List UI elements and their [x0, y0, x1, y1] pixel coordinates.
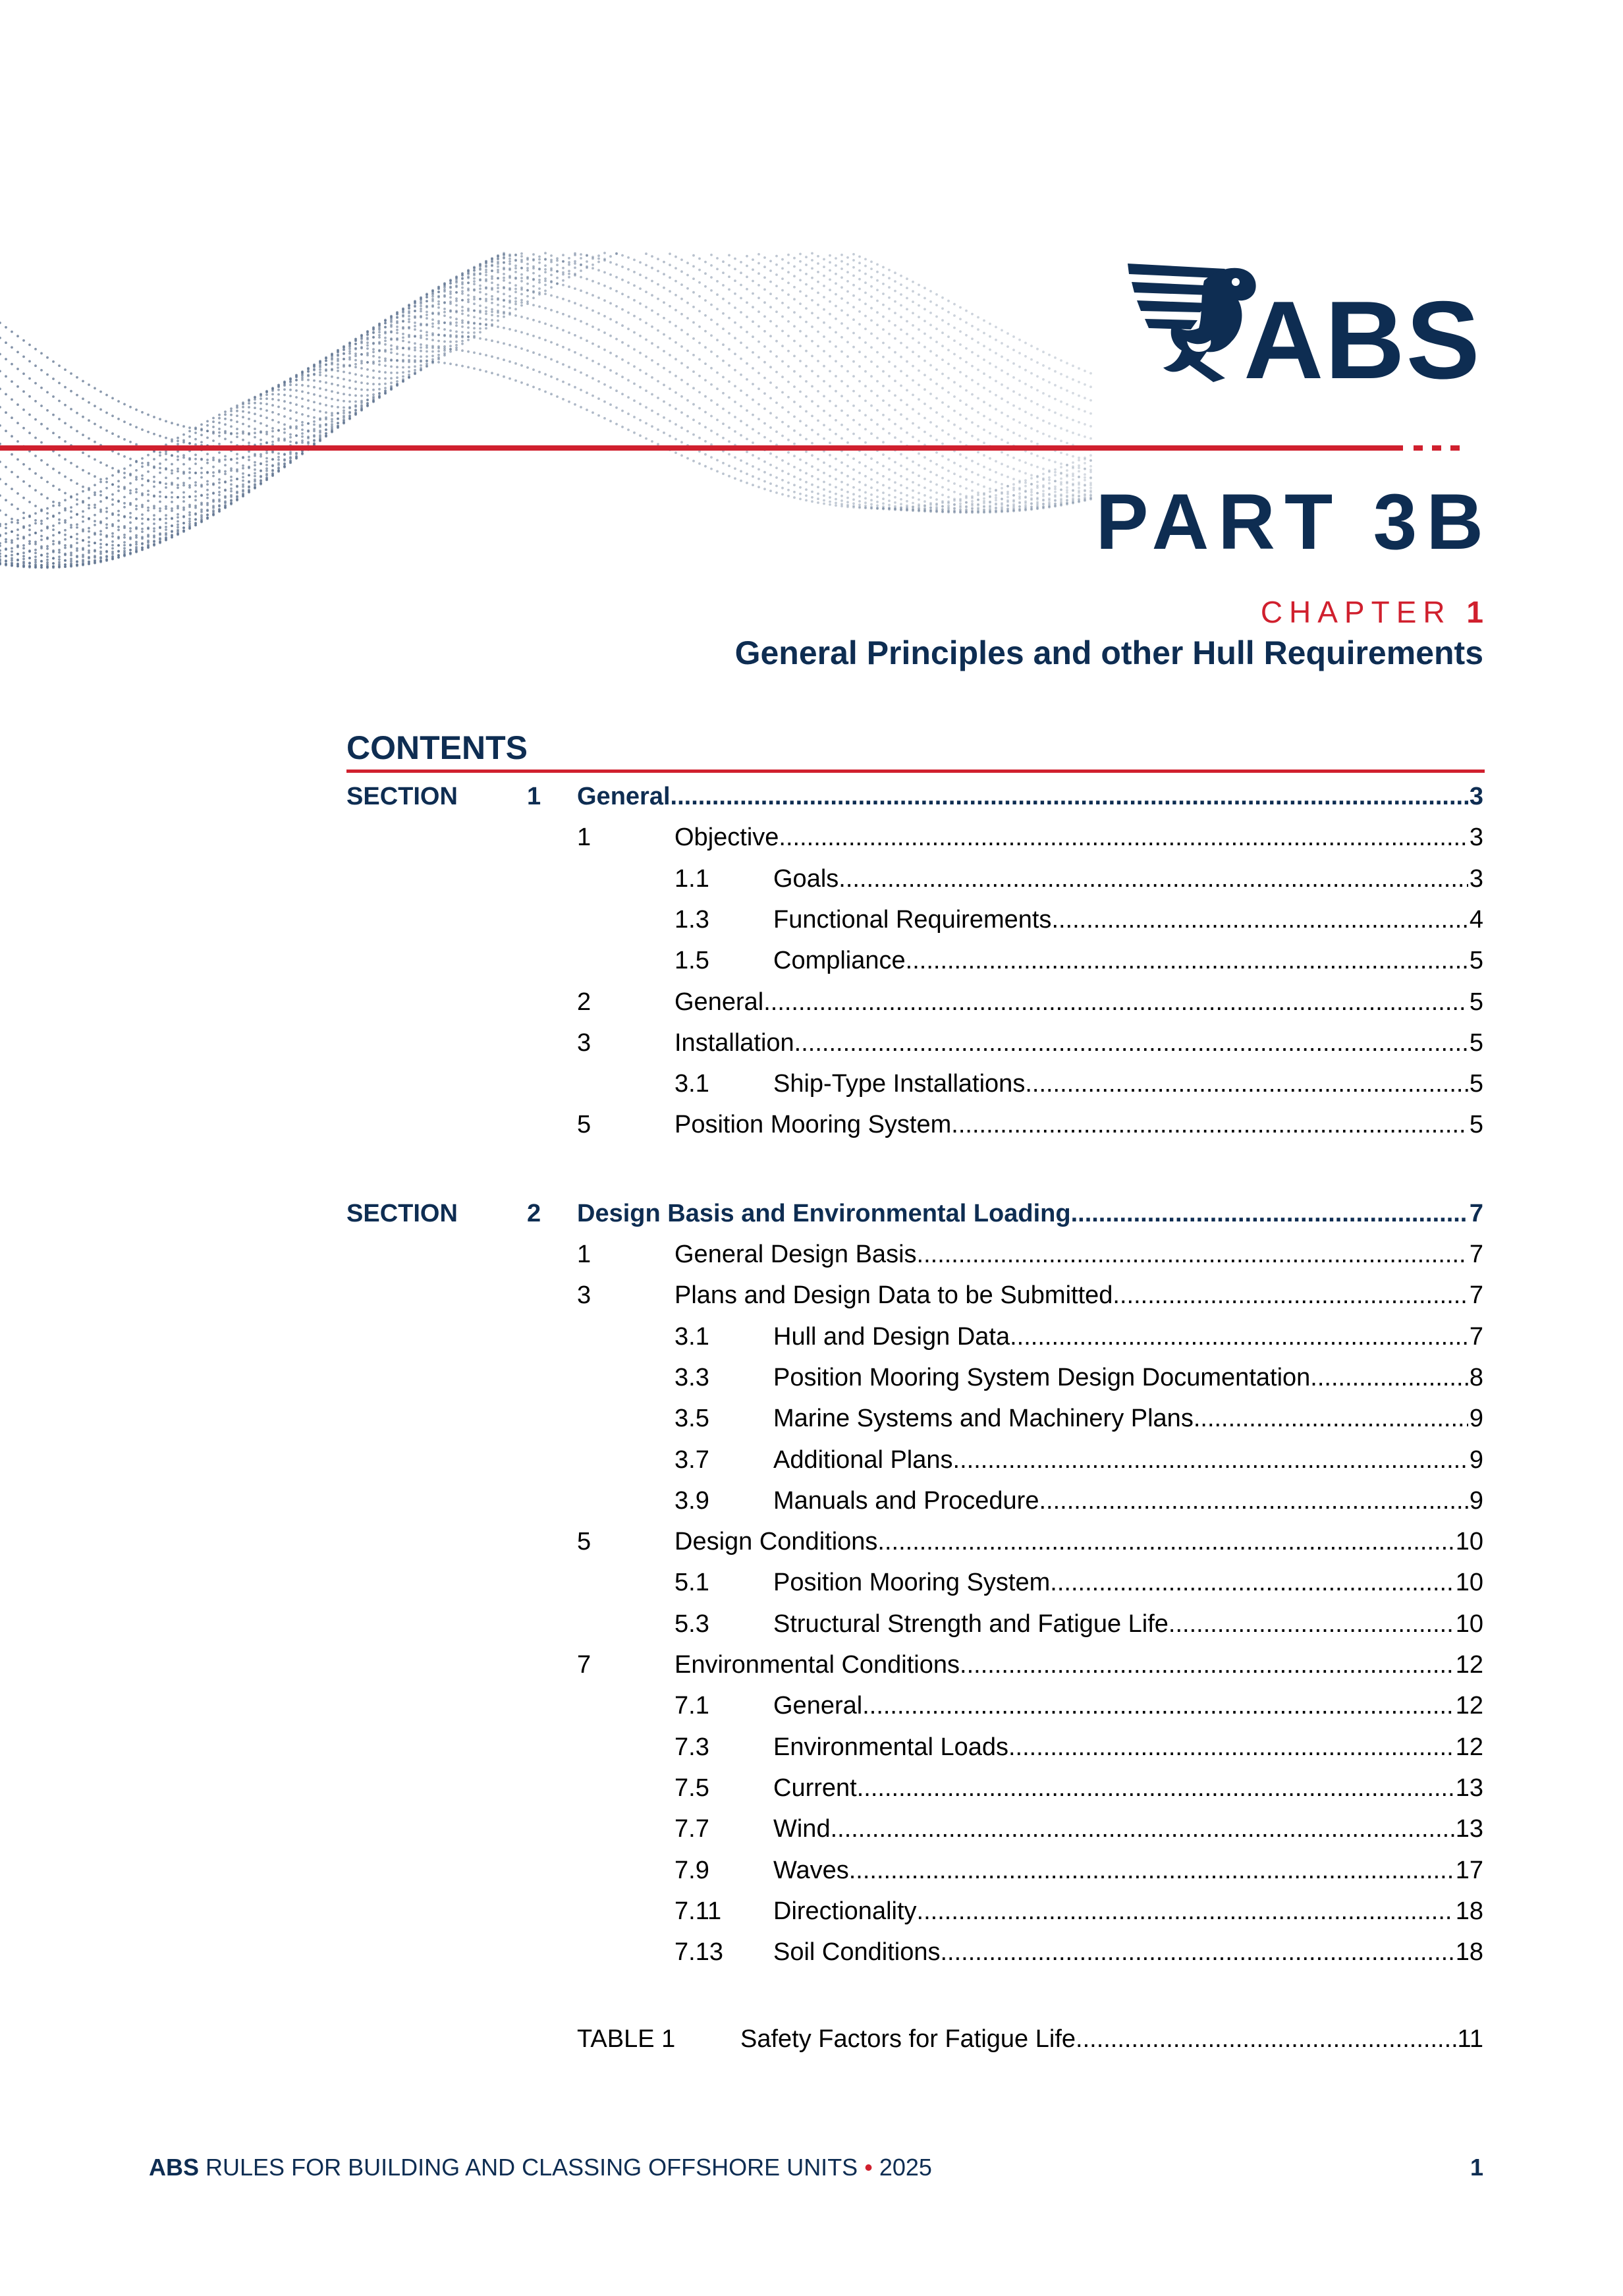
toc-entry-title: Safety Factors for Fatigue Life — [740, 2025, 1076, 2054]
toc-entry-row — [0, 1692, 1623, 1733]
toc-dot-leader — [839, 865, 1468, 893]
toc-leader-section[interactable] — [577, 1200, 1483, 1228]
toc-table-row — [0, 2025, 1623, 2066]
toc-entry-title: Environmental Loads — [773, 1733, 1008, 1761]
toc-page-number: 13 — [1455, 1815, 1483, 1843]
toc-page-number: 5 — [1469, 1070, 1483, 1098]
toc-section-row — [0, 783, 1623, 824]
toc-dot-leader — [1310, 1364, 1468, 1392]
toc-page-number: 12 — [1455, 1651, 1483, 1679]
header-red-dashes — [1414, 445, 1460, 451]
toc-dot-leader — [1169, 1610, 1454, 1638]
toc-leader-entry[interactable] — [773, 1897, 1483, 1926]
chapter-label — [1261, 597, 1483, 627]
toc-entry-number: 2 — [577, 988, 591, 1016]
toc-leader-entry[interactable] — [773, 1857, 1483, 1885]
toc-entry-number: 7.9 — [674, 1856, 709, 1884]
toc-leader-entry[interactable] — [773, 1364, 1483, 1392]
toc-entry-number: 7.5 — [674, 1774, 709, 1802]
toc-page-number: 18 — [1455, 1897, 1483, 1925]
toc-leader-entry[interactable] — [773, 1815, 1483, 1843]
toc-page-number: 18 — [1455, 1938, 1483, 1967]
toc-leader-entry[interactable] — [674, 988, 1483, 1017]
toc-leader-entry[interactable] — [674, 1281, 1483, 1310]
toc-section-number: 1 — [527, 783, 541, 810]
toc-entry-title: General Design Basis — [674, 1241, 917, 1268]
toc-entry-number: 5 — [577, 1111, 591, 1139]
toc-entry-title: General — [577, 783, 671, 810]
toc-entry-title: Current — [773, 1774, 857, 1802]
contents-heading: CONTENTS — [346, 729, 528, 766]
toc-entry-row — [0, 1733, 1623, 1774]
toc-entry-title: Position Mooring System Design Documentation — [773, 1363, 1311, 1391]
toc-dot-leader — [763, 988, 1468, 1017]
toc-dot-leader — [831, 1815, 1454, 1843]
toc-leader-entry[interactable] — [773, 947, 1483, 975]
toc-entry-title: Position Mooring System — [773, 1569, 1051, 1597]
toc-entry-number: 3.9 — [674, 1486, 709, 1515]
toc-dot-leader — [779, 824, 1468, 852]
toc-entry-row — [0, 988, 1623, 1029]
toc-entry-title: Hull and Design Data — [773, 1322, 1010, 1351]
header-red-rule — [0, 445, 1403, 451]
toc-leader-entry[interactable] — [773, 1569, 1483, 1597]
toc-entry-number: 5 — [577, 1528, 591, 1556]
toc-leader-entry[interactable] — [773, 1446, 1483, 1474]
toc-table-label: TABLE 1 — [577, 2025, 676, 2054]
toc-entry-number: 1.5 — [674, 947, 709, 975]
toc-entry-title: Marine Systems and Machinery Plans — [773, 1405, 1194, 1433]
toc-entry-number: 1 — [577, 824, 591, 852]
toc-leader-entry[interactable] — [773, 1487, 1483, 1515]
toc-leader-entry[interactable] — [773, 865, 1483, 893]
toc-entry-number: 3 — [577, 1028, 591, 1057]
toc-entry-number: 1.3 — [674, 905, 709, 934]
chapter-title: General Principles and other Hull Requirements — [734, 634, 1483, 671]
toc-entry-row — [0, 906, 1623, 947]
toc-page-number: 3 — [1469, 783, 1483, 810]
toc-page-number: 9 — [1469, 1445, 1483, 1474]
toc-leader-entry[interactable] — [773, 906, 1483, 934]
toc-entry-number: 3 — [577, 1281, 591, 1310]
toc-entry-number: 1 — [577, 1241, 591, 1268]
toc-page-number: 17 — [1455, 1856, 1483, 1884]
toc-entry-row — [0, 1774, 1623, 1815]
toc-entry-row — [0, 1446, 1623, 1487]
toc-page-number: 5 — [1469, 1028, 1483, 1057]
toc-entry-number: 7.11 — [674, 1897, 722, 1925]
toc-leader-entry[interactable] — [773, 1405, 1483, 1433]
toc-entry-number: 5.3 — [674, 1610, 709, 1638]
toc-entry-number: 7 — [577, 1651, 591, 1679]
footer-year: 2025 — [879, 2154, 932, 2181]
toc-section-label: SECTION — [346, 783, 458, 810]
toc-entry-row — [0, 1111, 1623, 1152]
toc-dot-leader — [940, 1938, 1454, 1967]
toc-page-number: 10 — [1455, 1610, 1483, 1638]
toc-page-number: 12 — [1455, 1733, 1483, 1761]
toc-entry-row — [0, 1569, 1623, 1610]
toc-entry-title: Manuals and Procedure — [773, 1486, 1039, 1515]
chapter-number: 1 — [1466, 595, 1483, 629]
toc-leader-entry[interactable] — [773, 1692, 1483, 1720]
toc-leader-entry[interactable] — [773, 1938, 1483, 1967]
toc-page-number: 5 — [1469, 947, 1483, 975]
toc-page-number: 7 — [1469, 1241, 1483, 1268]
toc-dot-leader — [1025, 1070, 1468, 1098]
toc-leader-entry[interactable] — [773, 1323, 1483, 1351]
toc-dot-leader — [794, 1029, 1468, 1057]
toc-entry-row — [0, 1281, 1623, 1322]
toc-leader-entry[interactable] — [674, 1029, 1483, 1057]
abs-logo-wordmark: ABS — [1244, 278, 1481, 402]
toc-page-number: 7 — [1469, 1281, 1483, 1310]
footer-bullet: • — [864, 2154, 873, 2181]
toc-page-number: 9 — [1469, 1486, 1483, 1515]
toc-section-row — [0, 1200, 1623, 1241]
toc-leader-entry[interactable] — [674, 1241, 1483, 1269]
toc-leader-entry[interactable] — [773, 1610, 1483, 1638]
toc-entry-number: 7.1 — [674, 1692, 709, 1720]
toc-dot-leader — [671, 783, 1468, 811]
toc-entry-number: 3.1 — [674, 1070, 709, 1098]
toc-entry-title: Directionality — [773, 1897, 917, 1925]
toc-page-number: 4 — [1469, 905, 1483, 934]
toc-page-number: 5 — [1469, 1111, 1483, 1139]
toc-entry-row — [0, 1323, 1623, 1364]
toc-dot-leader — [1194, 1405, 1468, 1433]
toc-entry-number: 3.7 — [674, 1445, 709, 1474]
toc-entry-title: Structural Strength and Fatigue Life — [773, 1610, 1169, 1638]
part-title: PART 3B — [1095, 478, 1493, 566]
toc-entry-row — [0, 1897, 1623, 1938]
toc-entry-title: Goals — [773, 864, 839, 893]
toc-dot-leader — [1113, 1281, 1468, 1310]
toc-entry-row — [0, 1364, 1623, 1405]
toc-dot-leader — [1051, 906, 1468, 934]
toc-entry-title: General — [674, 988, 764, 1016]
toc-entry-row — [0, 865, 1623, 906]
toc-page-number: 10 — [1455, 1528, 1483, 1556]
toc-entry-number: 7.3 — [674, 1733, 709, 1761]
footer-text: RULES FOR BUILDING AND CLASSING OFFSHORE UNITS — [206, 2154, 858, 2181]
toc-dot-leader — [1008, 1733, 1454, 1762]
toc-leader-section[interactable] — [577, 783, 1483, 811]
toc-page-number: 12 — [1455, 1692, 1483, 1720]
toc-dot-leader — [1071, 1200, 1468, 1228]
toc-entry-title: Plans and Design Data to be Submitted — [674, 1281, 1113, 1310]
toc-page-number: 7 — [1469, 1322, 1483, 1351]
toc-entry-number: 3.5 — [674, 1405, 709, 1433]
toc-entry-row — [0, 947, 1623, 988]
toc-entry-title: Functional Requirements — [773, 905, 1052, 934]
toc-leader-entry[interactable] — [773, 1733, 1483, 1762]
toc-dot-leader — [1076, 2025, 1456, 2054]
footer-page-number: 1 — [1470, 2154, 1483, 2181]
toc-page-number: 8 — [1469, 1363, 1483, 1391]
toc-dot-leader — [906, 947, 1468, 975]
toc-dot-leader — [849, 1857, 1454, 1885]
toc-entry-title: Position Mooring System — [674, 1111, 952, 1139]
toc-entry-title: Compliance — [773, 947, 906, 975]
toc-entry-title: Wind — [773, 1815, 831, 1843]
toc-dot-leader — [960, 1651, 1454, 1679]
toc-entry-number: 7.7 — [674, 1815, 709, 1843]
toc-leader-entry[interactable] — [773, 1070, 1483, 1098]
toc-entry-title: Design Basis and Environmental Loading — [577, 1199, 1071, 1227]
toc-entry-row — [0, 1241, 1623, 1281]
toc-entry-title: General — [773, 1692, 863, 1720]
toc-page-number: 3 — [1469, 824, 1483, 852]
toc-section-label: SECTION — [346, 1199, 458, 1227]
toc-leader-entry[interactable] — [674, 824, 1483, 852]
toc-dot-leader — [953, 1446, 1468, 1474]
toc-entry-title: Environmental Conditions — [674, 1651, 960, 1679]
toc-entry-title: Soil Conditions — [773, 1938, 941, 1967]
toc-leader-entry[interactable] — [773, 1774, 1483, 1803]
toc-entry-title: Additional Plans — [773, 1445, 953, 1474]
footer-brand: ABS — [149, 2154, 200, 2181]
chapter-word: CHAPTER — [1260, 595, 1452, 629]
toc-entry-number: 5.1 — [674, 1569, 709, 1597]
toc-dot-leader — [917, 1241, 1468, 1269]
toc-entry-row — [0, 824, 1623, 864]
toc-entry-title: Ship-Type Installations — [773, 1070, 1026, 1098]
toc-entry-row — [0, 1487, 1623, 1528]
toc-entry-row — [0, 1029, 1623, 1070]
toc-entry-number: 1.1 — [674, 864, 709, 893]
toc-dot-leader — [857, 1774, 1454, 1803]
toc-dot-leader — [1010, 1323, 1468, 1351]
contents-red-rule — [346, 770, 1485, 773]
toc-leader-table[interactable] — [740, 2025, 1483, 2054]
toc-dot-leader — [877, 1528, 1454, 1556]
toc-entry-title: Installation — [674, 1028, 794, 1057]
toc-entry-title: Design Conditions — [674, 1528, 878, 1556]
toc-entry-row — [0, 1528, 1623, 1569]
toc-page-number: 3 — [1469, 864, 1483, 893]
toc-page-number: 11 — [1457, 2025, 1483, 2054]
toc-leader-entry[interactable] — [674, 1111, 1483, 1139]
toc-entry-row — [0, 1405, 1623, 1445]
toc-dot-leader — [862, 1692, 1454, 1720]
toc-leader-entry[interactable] — [674, 1651, 1483, 1679]
toc-entry-row — [0, 1815, 1623, 1856]
toc-entry-title: Waves — [773, 1856, 849, 1884]
toc-dot-leader — [1039, 1487, 1468, 1515]
toc-page-number: 10 — [1455, 1569, 1483, 1597]
toc-dot-leader — [917, 1897, 1454, 1926]
toc-entry-row — [0, 1070, 1623, 1111]
toc-section-number: 2 — [527, 1199, 541, 1227]
toc-page-number: 7 — [1469, 1199, 1483, 1227]
decorative-wave-graphic — [0, 250, 1093, 606]
toc-entry-number: 3.1 — [674, 1322, 709, 1351]
toc-entry-number: 7.13 — [674, 1938, 723, 1967]
toc-entry-row — [0, 1651, 1623, 1692]
toc-page-number: 9 — [1469, 1405, 1483, 1433]
toc-entry-title: Objective — [674, 824, 779, 852]
toc-entry-row — [0, 1857, 1623, 1897]
page-footer — [149, 2156, 932, 2179]
toc-entry-row — [0, 1938, 1623, 1979]
toc-page-number: 13 — [1455, 1774, 1483, 1802]
toc-entry-number: 3.3 — [674, 1363, 709, 1391]
toc-entry-row — [0, 1610, 1623, 1651]
toc-leader-entry[interactable] — [674, 1528, 1483, 1556]
toc-page-number: 5 — [1469, 988, 1483, 1016]
toc-dot-leader — [1050, 1569, 1454, 1597]
toc-dot-leader — [951, 1111, 1468, 1139]
